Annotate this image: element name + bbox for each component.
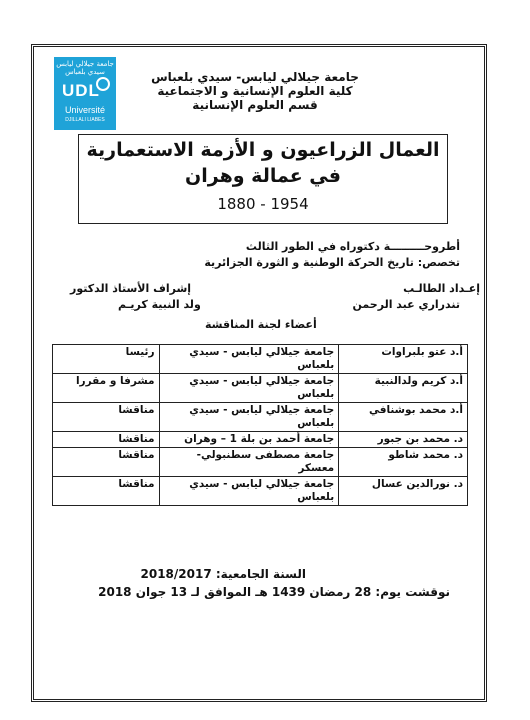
academic-year: السنة الجامعية: 2018/2017	[140, 567, 306, 581]
thesis-years: 1954 - 1880	[217, 195, 309, 213]
committee-member-name: أ.د كريم ولدالنبية	[339, 374, 468, 403]
committee-member-role: مناقشا	[53, 403, 160, 432]
supervisor-name: ولد النبية كريـم	[118, 298, 201, 311]
committee-row	[53, 345, 468, 374]
thesis-title-box	[78, 134, 448, 224]
committee-member-role: مشرفا و مقررا	[53, 374, 160, 403]
committee-row	[53, 374, 468, 403]
supervisor-label: إشراف الأستاذ الدكتور	[70, 282, 192, 295]
committee-member-name: أ.د محمد بوشنافي	[339, 403, 468, 432]
defense-date: نوقشت يوم: 28 رمضان 1439 هـ الموافق لـ 13 جوان 2018	[98, 585, 450, 599]
faculty-name: كلية العلوم الإنسانية و الاجتماعية	[157, 84, 353, 98]
committee-member-university: جامعة مصطفى سطنبولي- معسكر	[159, 448, 339, 477]
committee-row	[53, 432, 468, 448]
committee-label: أعضاء لجنة المناقشة	[205, 318, 317, 331]
committee-member-university: جامعة جيلالي ليابس - سيدي بلعباس	[159, 403, 339, 432]
committee-member-university: جامعة جيلالي ليابس - سيدي بلعباس	[159, 374, 339, 403]
university-logo	[54, 57, 116, 130]
thesis-type: أطروحـــــــــة دكتوراه في الطور الثالث	[245, 240, 460, 253]
student-name: تندراري عبد الرحمن	[352, 298, 460, 311]
thesis-specialty: تخصص: تاريخ الحركة الوطنية و الثورة الجزائرية	[204, 256, 460, 269]
committee-table-body	[53, 345, 468, 506]
committee-member-name: أ.د عتو بلبراوات	[339, 345, 468, 374]
logo-mark: UDL	[62, 81, 100, 100]
logo-arabic-text: جامعة جيلالي ليابس سيدي بلعباس	[56, 60, 114, 76]
committee-row	[53, 403, 468, 432]
committee-table	[52, 344, 468, 506]
logo-english-subtext: DJILLALI LIABES	[65, 117, 105, 123]
logo-english-text: Université	[64, 105, 105, 115]
thesis-title-line-2: في عمالة وهران	[185, 165, 341, 187]
committee-member-name: د. محمد شاطو	[339, 448, 468, 477]
committee-member-university: جامعة جيلالي ليابس - سيدي بلعباس	[159, 345, 339, 374]
committee-row	[53, 448, 468, 477]
committee-member-university: جامعة أحمد بن بلة 1 – وهران	[159, 432, 339, 448]
committee-member-role: مناقشا	[53, 448, 160, 477]
prepared-by-label: إعـداد الطالـب	[403, 282, 480, 295]
university-name: جامعة جيلالي ليابس- سيدي بلعباس	[151, 70, 359, 84]
department-name: قسم العلوم الإنسانية	[192, 98, 318, 112]
committee-member-role: مناقشا	[53, 432, 160, 448]
committee-row	[53, 477, 468, 506]
committee-member-role: رئيسا	[53, 345, 160, 374]
committee-member-name: د. محمد بن جبور	[339, 432, 468, 448]
thesis-title-line-1: العمال الزراعيون و الأزمة الاستعمارية	[86, 139, 440, 161]
committee-member-university: جامعة جيلالي ليابس - سيدي بلعباس	[159, 477, 339, 506]
committee-member-name: د. نورالدين عسال	[339, 477, 468, 506]
committee-member-role: مناقشا	[53, 477, 160, 506]
